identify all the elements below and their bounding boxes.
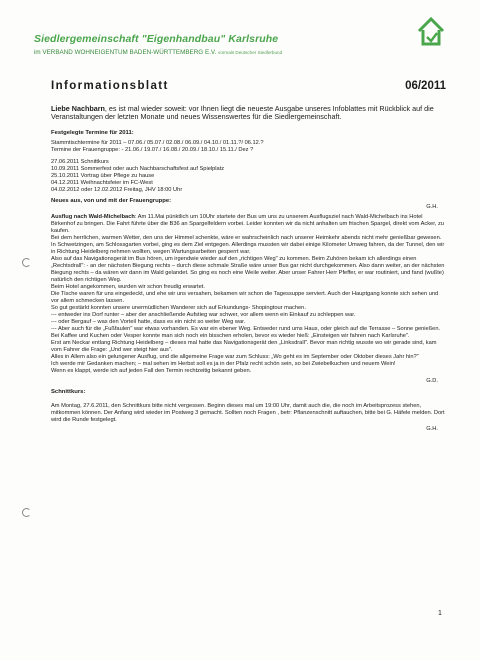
event-line: 04.02.2012 oder 12.02.2012 Freitag, JHV 18:00 Uhr xyxy=(51,187,183,193)
page-number: 1 xyxy=(438,610,442,617)
signature: G.H. xyxy=(426,204,438,210)
verband-small-text: vormals Deutscher Siedlerbund xyxy=(218,50,283,55)
termine-line: Stammtischtermine für 2011 – 07.06./ 05.07./ 02.08./ 06.09./ 04.10./ 01.11.?/ 06.12.? xyxy=(51,140,264,146)
org-name: Siedlergemeinschaft "Eigenhandbau" Karlsruhe xyxy=(34,33,279,45)
ausflug-line: Bei dem herrlichen, warmen Wetter, den uns der Himmel schenkte, wäre er wahrscheinlich nach unserer Heimkehr abends nicht mehr genießbar gewesen. In Schwetzingen, am Schlossgarten vorbei, ging es dem Ziel entgegen. Allerdings mussten wir dabei einige Kilometer Umweg fahren, da der Tunnel, den wir in Richtung Heidelberg nehmen wollten, wegen Wartungsarbeiten gesperrt war. xyxy=(51,235,445,255)
event-line: 25.10.2011 Vortrag über Pflege zu hause xyxy=(51,173,155,179)
ausflug-line: Ich werde mir Gedanken machen; – mal sehen im Herbst soll es ja in der Pfalz recht schön sein, so bei Zwiebelkuchen und neuem Wein! xyxy=(51,361,396,367)
ausflug-line: Erst am Neckar entlang Richtung Heidelberg – dieses mal hatte das Navigationsgerät den „Linksdrall". Bevor man richtig wusste wo wir gerade sind, kam vom Fahrer die Frage: „Und wer steigt hier aus". xyxy=(51,340,437,353)
content xyxy=(51,80,446,433)
intro-text: , es ist mal wieder soweit: vor Ihnen liegt die neueste Ausgabe unseres Infoblattes mit Rückblick auf die Veranstaltungen der letzten Monate und neues Wissenswertes für die Siedlergemeinschaft. xyxy=(51,104,434,121)
punch-hole-mark xyxy=(22,258,31,267)
termine-heading: Festgelegte Termine für 2011: xyxy=(51,130,134,136)
issue-number: 06/2011 xyxy=(405,80,446,92)
ausflug-line: So gut gestärkt konnten unsere unermüdlichen Wanderer sich auf Erkundungs- Shopingtour machen. xyxy=(51,305,306,311)
schnitt-heading: Schnittkurs: xyxy=(51,389,86,395)
ausflug-line: Die Tische waren für uns eingedeckt, und ehe wir uns versahen, bekamen wir schon die Tagessuppe serviert. Auch der Hauptgang konnte sich sehen und vor allem schmecken lassen. xyxy=(51,291,439,304)
ausflug-line: Bei Kaffee und Kuchen oder Vesper konnte man sich noch ein bisschen erholen, bevor es wieder hieß: „Einsteigen wir fahren nach Karlsruhe". xyxy=(51,333,410,339)
schnitt-paragraph: Am Montag, 27.6.2011, den Schnittkurs bitte nicht vergessen. Beginn dieses mal um 19:00 Uhr, damit auch die, die noch im Arbeitsprozess stehen, mitkommen können. Der Anfang wird wieder im Postweg 3 gemacht. Sollten noch Fragen , betr: Pflanzenschnitt auftauchen, bitte bei G. Häfele melden. Dort wird die Runde festgelegt. xyxy=(51,403,445,423)
intro-bold: Liebe Nachbarn xyxy=(51,104,105,113)
ausflug-line: Also auf das Navigationsgerät im Bus hören, um irgendwie wieder auf den „richtigen Weg" zu kommen. Beim Zuhören bekam ich allerdings einen „Rechtsdrall": - an der nächsten Biegung rechts – durch diese schmale Straße wäre unser Bus gar nicht durchgekommen. Also dann weiter, an der nächsten Biegung rechts – da wären wir dann im Wald gelandet. So ging es noch eine Weile weiter. Aber unser Fahrer Herr Pfeffer, er war routiniert, und fand (wußte) natürlich den richtigen Weg. xyxy=(51,256,445,283)
verband-line xyxy=(34,49,474,56)
verband-text: im VERBAND WOHNEIGENTUM BADEN-WÜRTTEMBERG E.V. xyxy=(34,49,217,56)
house-logo-icon xyxy=(416,16,446,46)
ausflug-line: Alles in Allem also ein gelungener Ausflug, und die allgemeine Frage war zum Schluss: „Wo geht es im September oder Oktober dieses Jahr hin?" xyxy=(51,354,419,360)
title-row xyxy=(51,80,446,92)
event-line: 27.06.2011 Schnittkurs xyxy=(51,159,109,165)
signature: G.D. xyxy=(426,378,438,384)
ausflug-line: Wenn es klappt, werde ich auf jeden Fall den Termin rechtzeitig bekannt geben. xyxy=(51,368,252,374)
termine-line: Termine der Frauengruppe: - 21.06./ 19.07./ 16.08./ 20.09./ 18.10./ 15.11./ Dez ? xyxy=(51,147,254,153)
ausflug-line: --- oder Bergauf – was den Vorteil hatte, dass es ein nicht so weiter Weg war. xyxy=(51,319,246,325)
intro-paragraph xyxy=(51,105,446,121)
ausflug-line: --- Aber auch für die „Fußfaulen" war etwas vorhanden. Es war ein ebener Weg. Entweder rund ums Haus, oder gleich auf die Terrasse – Sonne genießen. xyxy=(51,326,441,332)
frauen-heading: Neues aus, von und mit der Frauengruppe: xyxy=(51,198,172,204)
ausflug-text: : Am 11.Mai pünktlich um 10Uhr startete der Bus um uns zu unserem Ausflugsziel nach Wald-Michelbach ins Hotel Birkenhof zu bringen. Die Fahrt führte über die B36 an Spargelfeldern vorbei. Leider konnten wir da nicht anhalten um frischen Spargel, direkt vom Acker, zu kaufen. xyxy=(51,214,444,234)
ausflug-line: Beim Hotel angekommen, wurden wir schon freudig erwartet. xyxy=(51,284,205,290)
signature: G.H. xyxy=(426,426,438,432)
letterhead xyxy=(34,33,474,56)
event-line: 10.09.2011 Sommerfest oder auch Nachbarschaftsfest auf Spielplatz xyxy=(51,166,225,172)
punch-hole-mark xyxy=(22,508,31,517)
event-line: 04.12.2011 Weihnachtsfeier im FC-West xyxy=(51,180,153,186)
ausflug-line: --- entweder ins Dorf runter – aber der anschließende Aufstieg war schwer, vor allem wenn ein Einkauf zu schleppen war. xyxy=(51,312,356,318)
ausflug-paragraph xyxy=(51,214,446,235)
ausflug-bold: Ausflug nach Wald-Michelbach xyxy=(51,214,135,220)
page-title: Informationsblatt xyxy=(51,80,169,92)
